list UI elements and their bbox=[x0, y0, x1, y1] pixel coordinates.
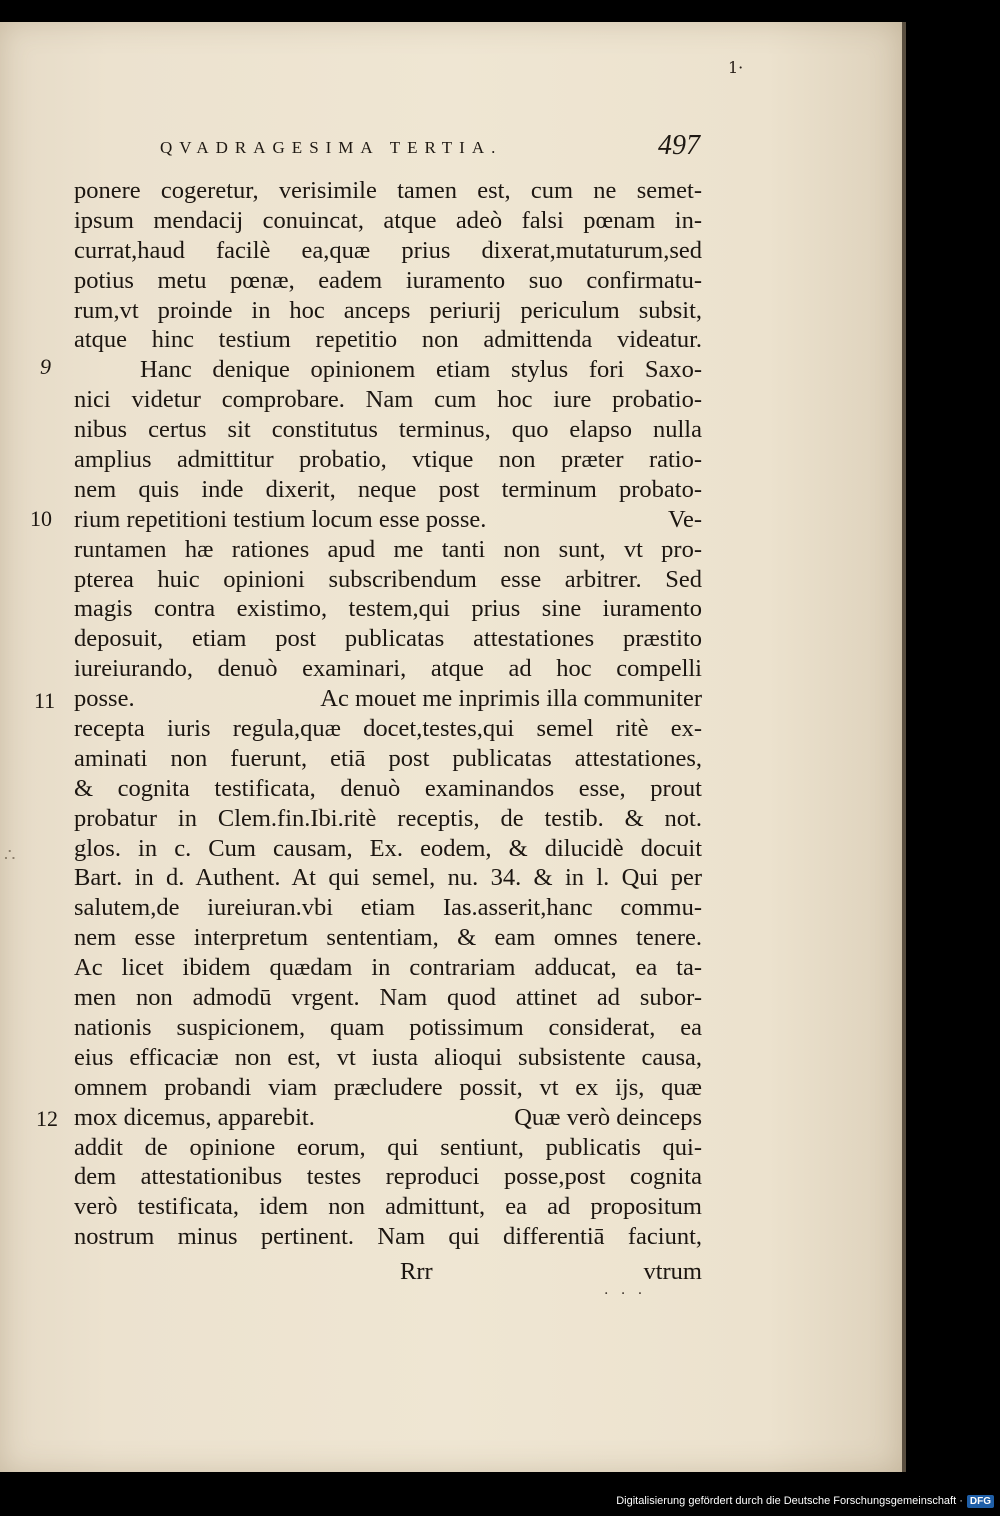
scan-background bbox=[906, 0, 1000, 1516]
text-line: nationis suspicionem, quam potissimum considerat, ea bbox=[74, 1013, 702, 1041]
running-title: QVADRAGESIMA TERTIA. bbox=[160, 138, 503, 157]
text-line: nem esse interpretum sententiam, & eam omnes tenere. bbox=[74, 924, 702, 952]
text-line: Bart. in d. Authent. At qui semel, nu. 34. & in l. Qui per bbox=[74, 864, 702, 892]
text-line: dem attestationibus testes reproduci posse,post cognita bbox=[74, 1163, 702, 1191]
corner-mark: 1· bbox=[728, 58, 744, 77]
running-head bbox=[160, 130, 700, 166]
text-line: ipsum mendacij conuincat, atque adeò falsi pœnam in- bbox=[74, 206, 702, 234]
text-line: eius efficaciæ non est, vt iusta alioqui subsistente causa, bbox=[74, 1043, 702, 1071]
text-line bbox=[74, 1103, 702, 1133]
text-line: men non admodū vrgent. Nam quod attinet ad subor- bbox=[74, 984, 702, 1012]
text-line: Ac licet ibidem quædam in contrariam adducat, ea ta- bbox=[74, 954, 702, 982]
text-line: nem quis inde dixerit, neque post terminum probato- bbox=[74, 475, 702, 503]
margin-note-11: 11 bbox=[34, 688, 56, 713]
text-line: runtamen hæ rationes apud me tanti non sunt, vt pro- bbox=[74, 535, 702, 563]
text-line: magis contra existimo, testem,qui prius sine iuramento bbox=[74, 595, 702, 623]
text-line: Hanc denique opinionem etiam stylus fori Saxo- bbox=[140, 356, 702, 384]
text-line: recepta iuris regula,quæ docet,testes,qui semel ritè ex- bbox=[74, 715, 702, 743]
text-line: amplius admittitur probatio, vtique non præter ratio- bbox=[74, 446, 702, 474]
text-line: glos. in c. Cum causam, Ex. eodem, & dilucidè docuit bbox=[74, 834, 702, 862]
text-line: rum,vt proinde in hoc anceps periurij periculum subsit, bbox=[74, 296, 702, 324]
text-line: salutem,de iureiuran.vbi etiam Ias.asserit,hanc commu- bbox=[74, 894, 702, 922]
text-line bbox=[74, 684, 702, 714]
dfg-logo-icon: DFG bbox=[967, 1495, 994, 1508]
ink-dots: · · · bbox=[604, 1286, 647, 1302]
text-line: verò testificata, idem non admittunt, ea ad propositum bbox=[74, 1193, 702, 1221]
text-line: addit de opinione eorum, qui sentiunt, publicatis qui- bbox=[74, 1133, 702, 1161]
text-line: nostrum minus pertinent. Nam qui differentiā faciunt, bbox=[74, 1223, 702, 1251]
margin-note-12: 12 bbox=[36, 1106, 58, 1131]
text-line-head: rium repetitioni testium locum esse posse. bbox=[74, 505, 487, 533]
text-line: iureiurando, denuò examinari, atque ad hoc compelli bbox=[74, 655, 702, 683]
catchline bbox=[74, 1258, 702, 1288]
body-text bbox=[74, 176, 702, 1252]
signature-mark: Rrr bbox=[400, 1258, 433, 1285]
catchword: vtrum bbox=[643, 1258, 702, 1285]
text-line: currat,haud facilè ea,quæ prius dixerat,mutaturum,sed bbox=[74, 236, 702, 264]
text-line: ponere cogeretur, verisimile tamen est, cum ne semet- bbox=[74, 177, 702, 204]
text-line: nici videtur comprobare. Nam cum hoc iure probatio- bbox=[74, 386, 702, 414]
text-line-head: mox dicemus, apparebit. bbox=[74, 1103, 315, 1131]
edge-ink-spot: ∴ bbox=[4, 845, 16, 866]
text-line: atque hinc testium repetitio non admittenda videatur. bbox=[74, 326, 702, 354]
margin-note-10: 10 bbox=[30, 506, 52, 531]
text-line: & cognita testificata, denuò examinandos esse, prout bbox=[74, 774, 702, 802]
text-line-tail: Ac mouet me inprimis illa communiter bbox=[320, 685, 702, 713]
text-line: omnem probandi viam præcludere possit, vt ex ijs, quæ bbox=[74, 1073, 702, 1101]
text-line-tail: Ve- bbox=[667, 505, 702, 533]
digitization-credit bbox=[616, 1490, 994, 1512]
text-line: nibus certus sit constitutus terminus, quo elapso nulla bbox=[74, 416, 702, 444]
text-line bbox=[74, 505, 702, 535]
text-line: probatur in Clem.fin.Ibi.ritè receptis, de testib. & not. bbox=[74, 804, 702, 832]
text-line-tail: Quæ verò deinceps bbox=[514, 1103, 702, 1131]
text-line: deposuit, etiam post publicatas attestationes præstito bbox=[74, 625, 702, 653]
text-line: aminati non fuerunt, etiā post publicatas attestationes, bbox=[74, 744, 702, 772]
text-line-head: posse. bbox=[74, 685, 135, 713]
text-line: pterea huic opinioni subscribendum esse arbitrer. Sed bbox=[74, 565, 702, 593]
margin-note-9: 9 bbox=[40, 354, 51, 379]
text-line: potius metu pœnæ, eadem iuramento suo confirmatu- bbox=[74, 266, 702, 294]
page-number: 497 bbox=[658, 130, 700, 161]
credit-text: Digitalisierung gefördert durch die Deutsche Forschungsgemeinschaft · bbox=[616, 1495, 963, 1507]
